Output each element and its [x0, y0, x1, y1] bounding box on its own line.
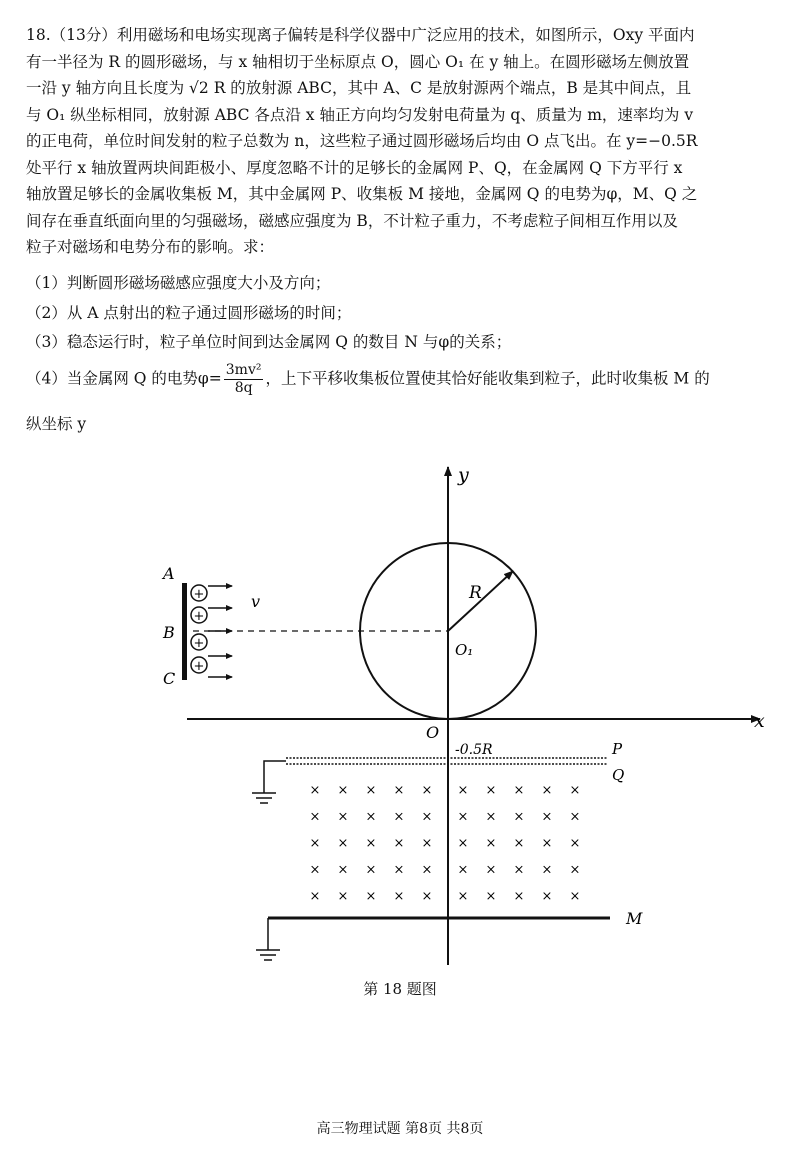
- field-cross: ×: [393, 809, 405, 825]
- field-cross: ×: [421, 836, 433, 851]
- field-cross: ×: [485, 836, 497, 851]
- field-cross: ×: [365, 862, 377, 878]
- ground-symbol-p: [252, 761, 286, 803]
- problem-line: 轴放置足够长的金属收集板 M，其中金属网 P、收集板 M 接地，金属网 Q 的电势为φ，M、Q 之: [26, 185, 698, 203]
- field-cross: ×: [513, 809, 525, 825]
- field-cross: ×: [457, 889, 469, 904]
- field-cross: ×: [309, 836, 321, 851]
- field-cross: ×: [569, 836, 581, 851]
- velocity-label: v: [251, 592, 261, 611]
- problem-line: 一沿 y 轴方向且长度为 √2 R 的放射源 ABC，其中 A、C 是放射源两个端点，B 是其中间点，且: [26, 79, 692, 97]
- velocity-arrows: [208, 586, 232, 677]
- field-cross: ×: [365, 836, 377, 851]
- field-cross: ×: [365, 783, 377, 798]
- fraction-denominator: 8q: [234, 380, 253, 396]
- field-cross: ×: [569, 862, 581, 878]
- problem-line: 18.（13分）利用磁场和电场实现离子偏转是科学仪器中广泛应用的技术，如图所示，Oxy 平面内: [26, 26, 695, 44]
- field-cross: ×: [541, 836, 553, 851]
- fraction-numerator: 3mv²: [225, 362, 262, 378]
- particle-sign: +: [193, 659, 205, 674]
- particle: [191, 634, 207, 651]
- field-cross: ×: [513, 836, 525, 851]
- source-label-a: A: [163, 564, 175, 583]
- source-abc: [182, 583, 187, 680]
- question-1: （1）判断圆形磁场磁感应强度大小及方向；: [26, 274, 331, 292]
- problem-line: 有一半径为 R 的圆形磁场，与 x 轴相切于坐标原点 O，圆心 O₁ 在 y 轴上。在圆形磁场左侧放置: [26, 52, 690, 71]
- field-cross: ×: [337, 889, 349, 904]
- problem-line: 粒子对磁场和电势分布的影响。求：: [26, 238, 275, 256]
- question-2: （2）从 A 点射出的粒子通过圆形磁场的时间；: [26, 304, 352, 322]
- field-cross: ×: [569, 783, 581, 798]
- field-cross: ×: [541, 783, 553, 798]
- field-cross: ×: [541, 862, 553, 878]
- source-label-b: B: [163, 623, 175, 642]
- mesh-p-label: P: [612, 740, 623, 758]
- particle-sign: +: [193, 636, 205, 651]
- problem-line: 处平行 x 轴放置两块间距极小、厚度忽略不计的足够长的金属网 P、Q，在金属网 Q 下方平行 x: [26, 158, 683, 177]
- problem-statement: [26, 22, 778, 261]
- particle-sign: +: [193, 609, 205, 624]
- figure-caption: 第 18 题图: [363, 980, 437, 998]
- question-4-line2: 纵坐标 y: [26, 415, 87, 433]
- field-cross: ×: [309, 862, 321, 878]
- particle: [191, 607, 207, 624]
- field-cross: ×: [421, 809, 433, 825]
- field-cross: ×: [309, 783, 321, 798]
- problem-line: 与 O₁ 纵坐标相同，放射源 ABC 各点沿 x 轴正方向均匀发射电荷量为 q、质量为 m，速率均为 v: [26, 105, 694, 124]
- field-cross: ×: [541, 889, 553, 904]
- field-cross: ×: [309, 889, 321, 904]
- center-label: O₁: [455, 641, 474, 659]
- field-cross: ×: [337, 783, 349, 798]
- field-cross: ×: [337, 862, 349, 878]
- problem-line: 的正电荷，单位时间发射的粒子总数为 n，这些粒子通过圆形磁场后均由 O 点飞出。在 y=−0.5R: [26, 132, 698, 150]
- field-cross: ×: [365, 889, 377, 904]
- field-cross: ×: [513, 783, 525, 798]
- field-cross: ×: [393, 783, 405, 798]
- field-cross: ×: [457, 809, 469, 825]
- field-cross: ×: [393, 836, 405, 851]
- field-cross: ×: [513, 862, 525, 878]
- field-cross: ×: [457, 836, 469, 851]
- field-cross: ×: [513, 889, 525, 904]
- field-cross: ×: [337, 809, 349, 825]
- x-axis-label: x: [754, 710, 765, 732]
- field-cross: ×: [485, 889, 497, 904]
- question-4: [26, 362, 710, 397]
- origin-label: O: [426, 723, 440, 742]
- question-4-end: ，上下平移收集板位置使其恰好能收集到粒子，此时收集板 M 的: [265, 369, 710, 388]
- page-footer: 高三物理试题 第8页 共8页: [316, 1121, 484, 1137]
- field-cross: ×: [393, 862, 405, 878]
- field-cross: ×: [337, 836, 349, 851]
- field-cross: ×: [457, 862, 469, 878]
- mesh-coordinate-label: -0.5R: [455, 742, 493, 758]
- particle-sign: +: [193, 587, 205, 602]
- radius-label: R: [469, 583, 482, 603]
- particle: [191, 585, 207, 602]
- figure-18: [0, 455, 800, 975]
- field-cross: ×: [457, 783, 469, 798]
- field-cross: ×: [309, 809, 321, 825]
- potential-fraction: [224, 362, 264, 397]
- question-4-start: （4）当金属网 Q 的电势φ=: [26, 369, 222, 388]
- field-cross: ×: [541, 809, 553, 825]
- field-cross: ×: [421, 862, 433, 878]
- field-cross: ×: [421, 783, 433, 798]
- problem-line: 间存在垂直纸面向里的匀强磁场，磁感应强度为 B，不计粒子重力，不考虑粒子间相互作用以及: [26, 211, 678, 230]
- field-cross: ×: [485, 783, 497, 798]
- field-cross: ×: [485, 862, 497, 878]
- source-label-c: C: [163, 669, 176, 688]
- ground-symbol-m: [256, 918, 280, 960]
- particle: [191, 657, 207, 674]
- field-cross: ×: [393, 889, 405, 904]
- y-axis-label: y: [458, 464, 469, 486]
- plate-m-label: M: [626, 909, 643, 928]
- field-cross: ×: [485, 809, 497, 825]
- question-3: （3）稳态运行时，粒子单位时间到达金属网 Q 的数目 N 与φ的关系；: [26, 333, 512, 351]
- field-cross: ×: [569, 889, 581, 904]
- magnetic-field-region: [310, 783, 581, 904]
- field-cross: ×: [365, 809, 377, 825]
- field-cross: ×: [421, 889, 433, 904]
- field-cross: ×: [569, 809, 581, 825]
- mesh-q-label: Q: [612, 766, 625, 784]
